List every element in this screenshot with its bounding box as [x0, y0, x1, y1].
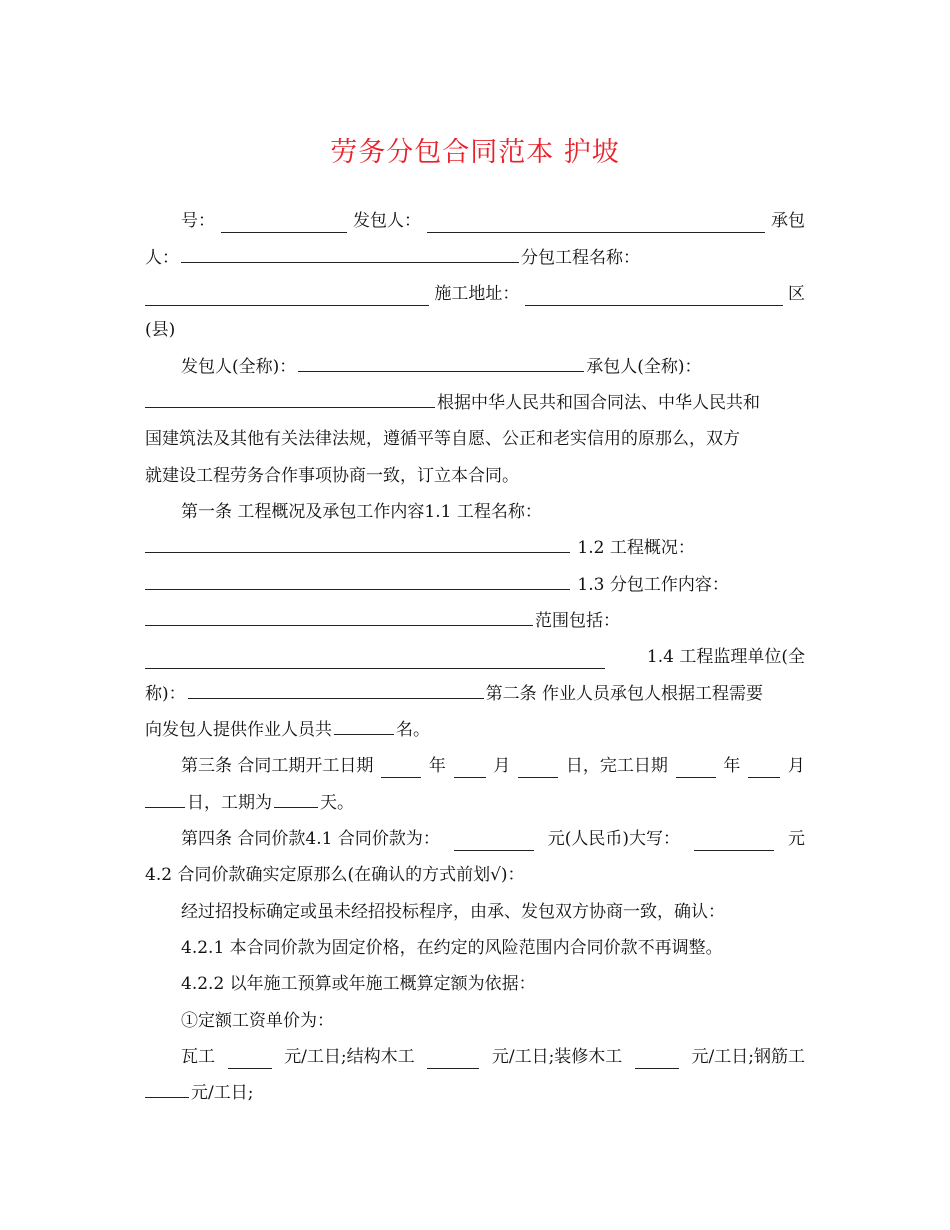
text-segment: 第四条 合同价款4.1 合同价款为： [181, 829, 440, 849]
fill-blank [145, 530, 570, 553]
text-segment: 第三条 合同工期开工日期 [181, 756, 374, 776]
text-segment: 日，完工日期 [565, 756, 668, 776]
fill-blank [427, 210, 765, 233]
fill-blank [635, 1046, 679, 1069]
text-segment: 1.3 分包工作内容： [577, 575, 729, 595]
text-segment: 经过招投标确定或虽未经招投标程序，由承、发包双方协商一致，确认： [181, 902, 725, 922]
text-line [145, 349, 805, 385]
fill-blank [676, 755, 716, 778]
text-segment: 范围包括： [535, 611, 620, 631]
text-segment: 承包人(全称)： [586, 357, 702, 377]
text-segment: 元 [787, 829, 805, 849]
text-line [145, 494, 805, 530]
fill-blank [145, 385, 435, 408]
text-line [145, 785, 805, 821]
fill-blank [454, 755, 486, 778]
text-line [145, 1003, 805, 1039]
text-segment: 称)： [145, 684, 186, 704]
text-segment: 年 [723, 756, 741, 776]
text-segment: 第二条 作业人员承包人根据工程需要 [485, 684, 764, 704]
fill-blank [145, 1075, 189, 1098]
text-segment: (县) [145, 320, 176, 340]
text-segment: 元/工日;结构木工 [284, 1047, 415, 1067]
text-segment: 4.2.2 以年施工预算或年施工概算定额为依据： [181, 974, 536, 994]
text-line [145, 1075, 805, 1111]
text-line [145, 857, 805, 893]
text-segment: 发包人： [353, 211, 421, 231]
text-segment: 4.2 合同价款确实定原那么(在确认的方式前划√)： [145, 865, 525, 885]
text-segment: 元/工日; [191, 1083, 254, 1103]
text-segment: 月 [493, 756, 511, 776]
text-line [145, 930, 805, 966]
text-segment: 瓦工 [181, 1047, 215, 1067]
fill-blank [181, 240, 519, 263]
text-segment: 承包 [771, 211, 805, 231]
text-segment: ①定额工资单价为： [181, 1011, 334, 1031]
text-line [145, 240, 805, 276]
text-line [145, 639, 805, 675]
text-line [145, 530, 805, 566]
text-segment: 月 [787, 756, 805, 776]
text-line [145, 712, 805, 748]
text-line [145, 203, 805, 239]
text-line [145, 385, 805, 421]
text-segment: 号： [181, 211, 215, 231]
fill-blank [145, 785, 185, 808]
text-segment: 元/工日;钢筋工 [691, 1047, 805, 1067]
text-segment: 1.4 工程监理单位(全 [646, 647, 805, 667]
fill-blank [525, 283, 783, 306]
text-segment: 施工地址： [434, 284, 520, 304]
fill-blank [145, 603, 533, 626]
text-segment: 元(人民币)大写： [547, 829, 681, 849]
text-segment: 根据中华人民共和国合同法、中华人民共和 [437, 393, 760, 413]
text-line [145, 458, 805, 494]
text-segment: 1.2 工程概况： [577, 538, 695, 558]
text-segment: 年 [428, 756, 446, 776]
fill-blank [427, 1046, 479, 1069]
text-line [145, 748, 805, 784]
text-segment: 第一条 工程概况及承包工作内容1.1 工程名称： [181, 502, 542, 522]
document-title: 劳务分包合同范本 护坡 [330, 137, 620, 168]
text-segment: 分包工程名称： [521, 248, 640, 268]
text-segment: 国建筑法及其他有关法律法规，遵循平等自愿、公正和老实信用的原那么，双方 [145, 429, 740, 449]
fill-blank [145, 567, 570, 590]
text-segment: 人： [145, 248, 179, 268]
text-segment: 名。 [396, 720, 430, 740]
fill-blank [518, 755, 558, 778]
fill-blank [188, 676, 484, 699]
text-segment: 天。 [320, 793, 354, 813]
text-segment: 向发包人提供作业人员共 [145, 720, 332, 740]
text-segment: 区 [787, 284, 805, 304]
fill-blank [381, 755, 421, 778]
text-line [145, 567, 805, 603]
fill-blank [694, 828, 774, 851]
fill-blank [145, 283, 429, 306]
text-line [145, 676, 805, 712]
fill-blank [274, 785, 318, 808]
text-line [145, 894, 805, 930]
text-line [145, 421, 805, 457]
text-line [145, 966, 805, 1002]
fill-blank [298, 349, 584, 372]
text-segment: 4.2.1 本合同价款为固定价格，在约定的风险范围内合同价款不再调整。 [181, 938, 723, 958]
text-line [145, 821, 805, 857]
fill-blank [748, 755, 780, 778]
text-line [145, 276, 805, 312]
text-segment: 日，工期为 [187, 793, 272, 813]
fill-blank [228, 1046, 272, 1069]
fill-blank [221, 210, 347, 233]
fill-blank [454, 828, 534, 851]
fill-blank [145, 646, 605, 669]
text-line [145, 312, 805, 348]
text-segment: 元/工日;装修木工 [491, 1047, 623, 1067]
text-line [145, 1039, 805, 1075]
text-segment: 发包人(全称)： [181, 357, 297, 377]
text-segment: 就建设工程劳务合作事项协商一致，订立本合同。 [145, 466, 519, 486]
text-line [145, 603, 805, 639]
fill-blank [334, 712, 394, 735]
